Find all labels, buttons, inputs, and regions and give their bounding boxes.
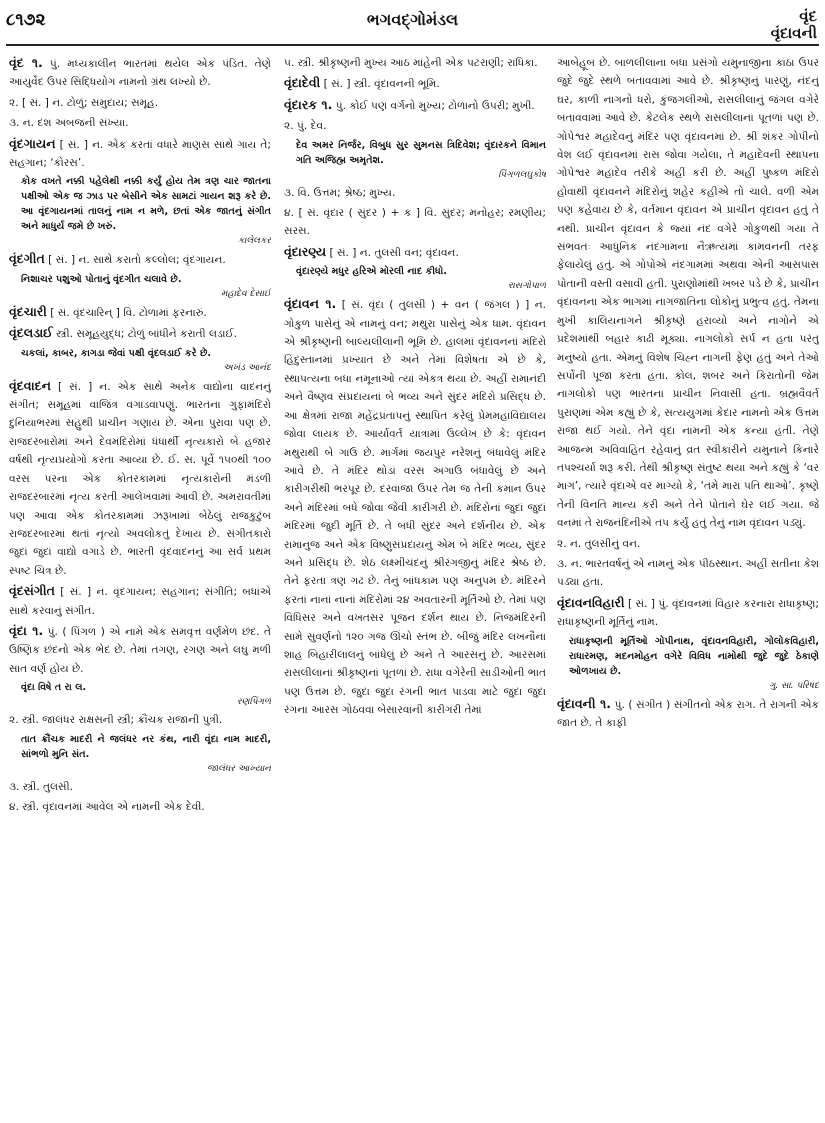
definition-text: પું. ( પિંગળ ) એ નામે એક સમવૃત્ત વર્ણમેળ છંદ. તે ઉષ્ણિક છંદનો એક ભેદ છે. તેમાં તગણ, રગણ અને લઘુ મળી સાત વર્ણ હોય છે. — [9, 625, 271, 675]
dictionary-entry — [9, 622, 271, 678]
dictionary-entry — [284, 74, 546, 93]
headword: વૃંદારણ્ય — [284, 243, 327, 259]
definition-text: [ સં. વૃંદા ( તુલસી ) + વન ( જંગલ ) ] ન. ગોકુળ પાસેનું એ નામનું વન; મથુરા પાસેનું એક ધામ. વૃંદાવન એ શ્રીકૃષ્ણની બાલ્યલીલાની ભૂમિ છે. હાલમાં વૃંદાવનનાં મંદિરો હિંદુસ્તાનમાં પ્રખ્યાત છે અને તેમાં વિશેષતા એ છે કે, સ્થાપત્યના બધા નમૂનાઓ ત્યાં એકત્ર થયા છે. અહીં રામાનંદી અને વૈષ્ણવ સંપ્રદાયનાં બે ભવ્ય અને સુંદર મંદિરો પ્રસિદ્ધ છે. આ ક્ષેત્રમાં રાજા મહેંદ્રપ્રતાપનું સ્થાપિત કરેલું પ્રેમમહાવિદ્યાલય જોવા લાયક છે. આર્યાવર્ત યાત્રામાં ઉલ્લેખ છે કે: વૃંદાવન મથુરાથી બે ગાઉ છે. માર્ગમાં જયપુર નરેશનું બંધાવેલું મંદિર આવે છે. તે મંદિર થોડાં વરસ અગાઉ બંધાવેલું છે અને કારીગરીથી ભરપૂર છે. દરવાજા ઉપર તેમ જ તેની કમાન ઉપર અને મંદિરમાં બધે જોવા જેવી કારીગરી છે. મંદિરોનાં જુદાં જુદાં મંદિરમાં જુદી મૂર્તિ છે. તે બધી સુંદર અને દર્શનીય છે. એક રામાનુજ અને એક વિષ્ણુસંપ્રદાયનું એમ બે મંદિર ભવ્ય, સુંદર અને પ્રસિદ્ધ છે. શેઠ લક્ષ્મીચંદનું શ્રીરંગજીનું મંદિર શ્રેષ્ઠ છે. તેને ફરતા ત્રણ ગઢ છે. તેનું બાંધકામ પણ અનુપમ છે. મંદિરને ફરતાં નાનાં નાનાં મંદિરોમાં ૨૪ અવતારની મૂર્તિઓ છે. તેમાં પણ વિધિસર અને વખતસર પૂજન દર્શન થાય છે. નિજમંદિરની સામે સુવર્ણનો ૧૨૦ ગજ ઊંચો સ્તંભ છે. બીજું મંદિર લખનૌના શાહ બિહારીલાલનું બાંધેલું છે અને તે આરસનું છે. આરસમાં રાસલીલાનાં શ્રીકૃષ્ણનાં પૂતળાં છે. રાધા વગેરેની સાડીઓની ભાત પણ ઉત્તમ છે. જુદા જુદા રંગની ભાત પાડવા માટે જુદા જુદા રંગના આરસ ગોઠવવા બેસારવાની કારીગરી તેમાં — [284, 299, 546, 717]
guide-words — [771, 8, 817, 42]
citation-source: પિંગળલઘુકોષ — [498, 169, 546, 180]
citation-source: જાલંધર આખ્યાન — [206, 763, 271, 774]
headword: વૃંદાવન ૧. — [284, 296, 337, 312]
headword: વૃંદારક ૧. — [284, 96, 333, 112]
definition-text: [ સં. ] ન. એક સાથે અનેક વાદ્યોના વાદનનું સંગીત; સમૂહમાં વાજિંત્ર વગાડવાપણું. ભારતના ગુફામંદિરો દુનિયાભરમાં સહુથી પ્રાચીન ગણાય છે. એના પુરાવા પણ છે. રાજદરબારોમાં અને દેવમંદિરોમાં ધંધાર્થી નૃત્યકારો બે હજાર વર્ષથી નૃત્યપ્રયોગો કરતા આવ્યા છે. ઈ. સ. પૂર્વે ૧૫૦થી ૧૦૦ વરસ પરના એક કોતરકામમાં નૃત્યકારોની મંડળી રાજદરબારમાં નૃત્ય કરતી આલેખવામાં આવી છે. અમરાવતીમાં પણ આવા એક કોતરકામમાં ઝરૂખામાં બેઠેલું રાજકુટુંબ રાજદરબારમાં થતાં નૃત્યો અવલોકતું દેખાય છે. સંગીતકારો જુદાં જુદાં વાદ્યો વગાડે છે. ભારતી વૃંદવાદનનું આ સર્વ પ્રથમ સ્પષ્ટ ચિત્ર છે. — [9, 380, 271, 577]
dictionary-entry — [557, 695, 819, 733]
page-header — [6, 6, 819, 42]
definition-text: ૩. ન. દશ અબજની સંખ્યા. — [9, 117, 129, 130]
definition-text: [ સં. ] ન. એક કરતાં વધારે માણસ સાથે ગાય તે; સહગાન; ‘કોરસ’. — [9, 138, 271, 170]
definition-text: ૪. સ્ત્રી. વૃંદાવનમાં આવેલ એ નામની એક દેવી. — [9, 800, 205, 813]
entry-sense — [557, 555, 819, 592]
definition-text: ૪. [ સં. વૃંદાર ( સુંદર ) + ક ] વિ. સુંદર; મનોહર; રમણીય; સરસ. — [284, 207, 546, 238]
definition-text: પું. કોઈ પણ વર્ગનો મુખ્ય; ટોળાનો ઉપરી; મુખી. — [332, 99, 535, 112]
headword: વૃંદસંગીત — [9, 583, 55, 599]
headword: વૃંદા ૧. — [9, 622, 44, 638]
dictionary-entry — [9, 135, 271, 173]
definition-text: ૨. ન. તુલસીનું વન. — [557, 537, 641, 550]
definition-text: [ સં. ] ન. વૃંદગાયન; સહગાન; સંગીતિ; બધાંએ સાથે કરવાનું સંગીત. — [9, 586, 271, 617]
citation-source: કાલેલકર — [237, 236, 271, 247]
definition-text: [ સં. ] ન. તુલસી વન; વૃંદાવન. — [326, 246, 459, 259]
citation-quote: નિશાચર પશુઓ પોતાનું વૃંદગીત ચલાવે છે. — [21, 273, 182, 285]
headword: વૃંદલડાઈ — [9, 325, 53, 341]
citation-quote: કોક વખતે નક્કી પહેલેથી નક્કી કર્યું હોય તેમ ત્રણ ચાર જાતના પક્ષીઓ એક જ ઝાડ પર બેસીને એક સામટાં ગાયન શરૂ કરે છે. આ વૃંદગાયનમાં તાલનું નામ ન મળે, છતાં એક જાતનું સંગીત અને માધુર્ય જમે છે ખરું. — [21, 176, 271, 233]
citation-source: રણપિંગળ — [237, 697, 271, 708]
dictionary-entry — [9, 377, 271, 580]
definition-text: ૨. [ સં. ] ન. ટોળું; સમુદાય; સમૂહ. — [9, 96, 159, 109]
page-number: ૮૧૭૨ — [6, 10, 46, 30]
citation-source: રાસગોપાળ — [507, 281, 546, 292]
entry-sense — [557, 54, 819, 533]
definition-text: ૩. વિ. ઉત્તમ; શ્રેષ્ઠ; મુખ્ય. — [284, 186, 396, 199]
running-title: ભગવદ્ગોમંડલ — [366, 10, 459, 29]
dictionary-entry — [9, 303, 271, 322]
definition-text: પું. ( સંગીત ) સંગીતનો એક રાગ. તે રાગની એક જાત છે. તે કાફી — [557, 698, 819, 729]
entry-sense — [284, 117, 546, 135]
definition-text: [ સં. વૃંદચારિન્ ] વિ. ટોળામાં ફરનારું. — [46, 306, 207, 319]
headword: વૃંદાદેવી — [284, 75, 321, 91]
dictionary-entry — [284, 295, 546, 719]
citation-quote: તાત ક્રૌંચક માદરી ને જલંધર નર કંથ, નારી વૃંદા નામ માદરી, સાંભળો મુનિ સંત. — [21, 733, 271, 760]
definition-text: [ સં. ] સ્ત્રી. વૃંદાવનની ભૂમિ. — [320, 78, 440, 91]
entry-sense — [9, 711, 271, 729]
definition-text: [ સં. ] પું. વૃંદાવનમાં વિહાર કરનારા રાધાકૃષ્ણ; રાધાકૃષ્ણની મૂર્તિનું નામ. — [557, 597, 819, 629]
entry-sense — [284, 184, 546, 202]
header-rule — [6, 44, 819, 46]
dictionary-entry — [9, 582, 271, 620]
entry-sense — [9, 94, 271, 112]
column-3 — [557, 54, 819, 1117]
dictionary-entry — [9, 54, 271, 92]
definition-text: ૫. સ્ત્રી. શ્રીકૃષ્ણની મુખ્ય આઠ માંહેની એક પટરાણી; રાધિકા. — [284, 57, 538, 69]
dictionary-entry — [9, 250, 271, 269]
citation-quote: રાધાકૃષ્ણની મૂર્તિઓ ગોપીનાથ, વૃંદાવનવિહારી, ગોલોકવિહારી, રાધારમણ, મદનમોહન વગેરે વિવિધ નામોથી જુદે જુદે ઠેકાણે ઓળખાય છે. — [569, 635, 819, 677]
headword: વૃંદગીત — [9, 251, 45, 267]
headword: વૃંદવાદન — [9, 377, 51, 393]
entry-sense — [284, 204, 546, 241]
definition-text: ૨. સ્ત્રી. જાલંધર રાક્ષસની સ્ત્રી; ક્રૌંચક રાજાની પુત્રી. — [9, 714, 223, 727]
entry-sense — [557, 535, 819, 553]
dictionary-entry — [284, 96, 546, 115]
guide-word-last: વૃંદાવની — [770, 24, 817, 42]
definition-text: ૨. પું. દેવ. — [284, 120, 327, 133]
headword: વૃંદગાયન — [9, 135, 56, 151]
citation-source: અખંડ આનંદ — [223, 362, 271, 373]
definition-text: પું. મધ્યકાલીન ભારતમાં થયેલ એક પંડિત. તેણે આયુર્વેદ ઉપર સિદ્ધિયોગ નામનો ગ્રંથ લખ્યો છે. — [9, 58, 271, 89]
definition-text: આબેહૂબ છે. બાળલીલાના બધા પ્રસંગો યમુનાજીના કાંઠા ઉપર જુદે જુદે સ્થળે બતાવવામાં આવે છે. શ્રીકૃષ્ણનું પારણું, નંદનું ઘર, કાળી નાગનો ધરો, કુંજગલીઓ, રાસલીલાનું જંગલ વગેરે બતાવવામાં આવે છે. કેટલેક સ્થળે રાસલીલાનાં પૂતળાં પણ છે. ગોપેશ્વર મહાદેવનું મંદિર પણ વૃંદાવનમાં છે. શ્રી શંકર ગોપીનો વેશ લઈ વૃંદાવનમાં રાસ જોવા ગયેલા, તે મહાદેવની સ્થાપના ગોપેશ્વર મહાદેવ તરીકે અહીં કરી છે. અહીં પુષ્કળ મંદિરો હોવાથી વૃંદાવનને મંદિરોનું શહેર કહીએ તો ચાલે. વળી એમ પણ કહેવાય છે કે, વર્તમાન વૃંદાવન એ પ્રાચીન વૃંદાવન હતું તે નથી. પ્રાચીન વૃંદાવન કે જ્યાં નંદ વગેરે ગોકુળથી ગયા તે સંભવતઃ આધુનિક નંદગામના નૈઋત્યમાં કામવનની તરફ ફેલાયેલું હતું. એ ગોપોએ નંદગામમાં અથવા એની આસપાસ પોતાની વસ્તી વસાવી હતી. પુરાણોમાંથી ખબર પડે છે કે, પ્રાચીન વૃંદાવનના એક ભાગમાં નાગજાતિના લોકોનું પ્રભુત્વ હતું. તેમના મુખી કાલિયનાગને શ્રીકૃષ્ણે હરાવ્યો અને નાગોને એ પ્રદેશમાંથી બહાર કાઢી મૂક્યા. નાગલોકો સર્પ ન હતા પરંતુ મનુષ્યો હતા. એમનું વિશેષ ચિહ્ન નાગની ફેણ હતું અને તેઓ સર્પોની પૂજા કરતા હતા. કોલ, શબર અને કિરાતોની જેમ નાગલોકો પણ ભારતના પ્રાચીન નિવાસી હતા. બ્રહ્મવૈવર્ત પુરાણમાં એમ કહ્યું છે કે, સત્યયુગમાં કેદાર નામનો એક ઉત્તમ રાજા થઈ ગયો. તેને વૃંદા નામની એક કન્યા હતી. તેણે આજન્મ અવિવાહિત રહેવાનું વ્રત સ્વીકારીને યમુનાને કિનારે તપશ્ચર્યા શરૂ કરી. તેથી શ્રીકૃષ્ણ સંતુષ્ટ થયા અને કહ્યું કે ‘વર માગ’, ત્યારે વૃંદાએ વર માગ્યો કે, ‘તમે મારા પતિ થાઓ’. કૃષ્ણે તેની વિનતિ માન્ય કરી અને તેને પોતાને ઘેર લઈ ગયા. જે વનમાં તે રાજનંદિનીએ તપ કર્યું હતું તેનું નામ વૃંદાવન પડ્યું. — [557, 57, 819, 530]
dictionary-entry — [9, 324, 271, 343]
dictionary-entry — [557, 594, 819, 632]
definition-text: સ્ત્રી. સમૂહયુદ્ધ; ટોળું બાંધીને કરાતી લડાઈ. — [52, 328, 237, 341]
entry-sense — [284, 54, 546, 72]
headword: વૃંદાવનવિહારી — [557, 594, 625, 610]
headword: વૃંદાવની ૧. — [557, 695, 611, 711]
headword: વૃંદચારી — [9, 303, 47, 319]
entry-sense — [9, 798, 271, 816]
entry-sense — [9, 778, 271, 796]
citation-quote: ચકલાં, કાબર, કાગડા જેવાં પક્ષી વૃંદલડાઈ કરે છે. — [21, 347, 212, 359]
citation-quote: વૃંદારણ્યે મધુર હરિએ મોરલી નાદ કીધો. — [296, 266, 447, 278]
definition-text: ૩. સ્ત્રી. તુલસી. — [9, 780, 74, 793]
headword: વૃંદ ૧. — [9, 55, 43, 70]
column-1 — [9, 54, 271, 1117]
citation-quote: વૃંદા વિષે ત રા લ. — [21, 682, 87, 694]
entry-sense — [9, 114, 271, 132]
citation-source: મહાદેવ દેસાઈ — [221, 288, 271, 299]
definition-text: ૩. ન. ભારતવર્ષનું એ નામનું એક પીઠસ્થાન. અહીં સતીના કેશ પડ્યા હતા. — [557, 557, 819, 589]
citation-quote: દેવ અમર નિર્જર, વિબુધ સુર સુમનસ ત્રિદિવેશ; વૃંદારકને વિમાન ગતિ અજિહ્મ અમૃતેશ. — [296, 139, 546, 166]
guide-word-first: વૃંદ — [799, 7, 817, 25]
dictionary-entry — [284, 243, 546, 262]
citation-source: ગુ. સા. પરિષદ — [768, 680, 819, 691]
definition-text: [ સં. ] ન. સાથે કરાતો કલ્લોલ; વૃંદગાયન. — [44, 254, 226, 267]
column-2 — [284, 54, 546, 1117]
